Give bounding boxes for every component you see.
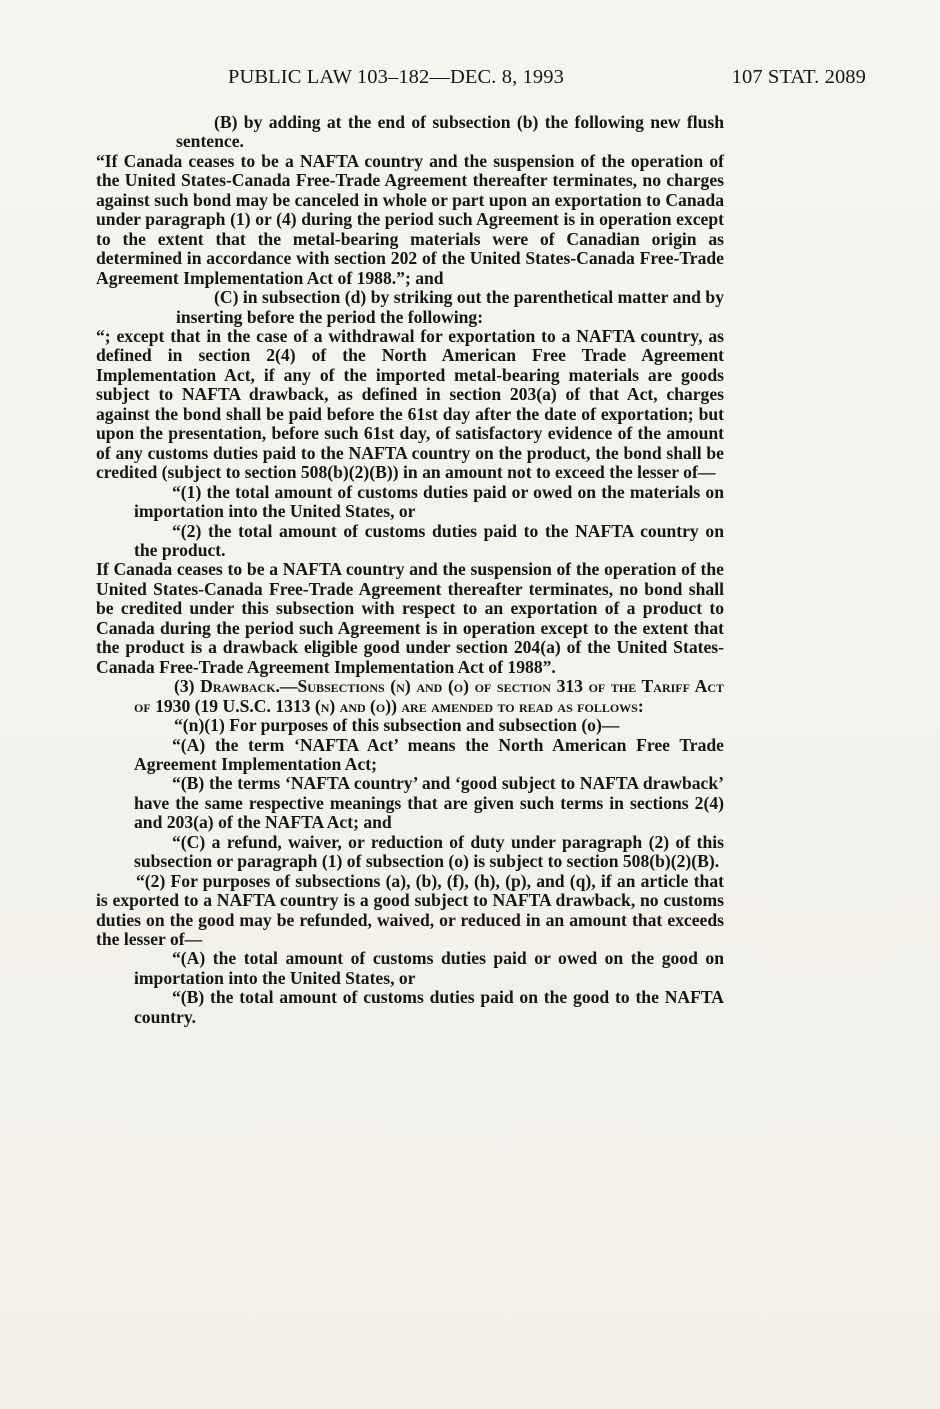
- paragraph-good-nafta-duties: “(B) the total amount of customs duties paid on the good to the NAFTA country.: [134, 987, 724, 1027]
- drawback-heading: (3) Drawback.—Subsections (n) and (o) of section 313 of the Tariff Act of 1930 (19 U.S.C. 1313 (n) and (o)) are amended to read as follows:: [134, 676, 724, 716]
- page-header: [228, 66, 866, 92]
- paragraph-drawback-amendment: [96, 677, 724, 716]
- statute-body: [96, 113, 724, 1027]
- paragraph-materials-duties: “(1) the total amount of customs duties paid or owed on the materials on importation into the United States, or: [134, 481, 724, 522]
- paragraph-canada-bond-charges: “If Canada ceases to be a NAFTA country and the suspension of the operation of the United States-Canada Free-Trade Agreement thereafter terminates, no charges against such bond may be canceled in whole or part upon an exportation to Canada under paragraph (1) or (4) during the period such Agreement is in operation except to the extent that the metal-bearing materials were of Canadian origin as determined in accordance with section 202 of the United States-Canada Free-Trade Agreement Implementation Act of 1988.”; and: [96, 150, 724, 288]
- paragraph-n1-definitions: “(n)(1) For purposes of this subsection and subsection (o)—: [174, 715, 620, 736]
- paragraph-nafta-country-definition: “(B) the terms ‘NAFTA country’ and ‘good subject to NAFTA drawback’ have the same respective meanings that are given such terms in sections 2(4) and 203(a) of the NAFTA Act; and: [134, 773, 724, 833]
- paragraph-canada-bond-credit: If Canada ceases to be a NAFTA country and the suspension of the operation of the United States-Canada Free-Trade Agreement thereafter terminates, no bond shall be credited under this subsection with respect to an exportation of a product to Canada during the period such Agreement is in operation except to the extent that the product is a drawback eligible good under section 204(a) of the United States-Canada Free-Trade Agreement Implementation Act of 1988”.: [96, 559, 724, 677]
- paragraph-good-import-duties: “(A) the total amount of customs duties paid or owed on the good on importation into the United States, or: [134, 948, 724, 988]
- paragraph-refund-waiver: “(C) a refund, waiver, or reduction of duty under paragraph (2) of this subsection or paragraph (1) of subsection (o) is subject to section 508(b)(2)(B).: [134, 831, 724, 872]
- paragraph-nafta-act-definition: “(A) the term ‘NAFTA Act’ means the North American Free Trade Agreement Implementation Act;: [134, 734, 724, 774]
- paragraph-c-subsection-d: (C) in subsection (d) by striking out the parenthetical matter and by inserting before the period the following:: [176, 287, 724, 327]
- paragraph-b-flush-sentence: (B) by adding at the end of subsection (b) the following new flush sentence.: [176, 112, 724, 152]
- paragraph-withdrawal-exception: “; except that in the case of a withdrawal for exportation to a NAFTA country, as defined in section 2(4) of the North American Free Trade Agreement Implementation Act, if any of the imported metal-bearing materials are goods subject to NAFTA drawback, as defined in section 203(a) of that Act, charges against the bond shall be paid before the 61st day after the date of exportation; but upon the presentation, before such 61st day, of satisfactory evidence of the amount of any customs duties paid to the NAFTA country on the product, the bond shall be credited (subject to section 508(b)(2)(B)) in an amount not to exceed the lesser of—: [96, 325, 724, 483]
- paragraph-n2-drawback-limit: “(2) For purposes of subsections (a), (b), (f), (h), (p), and (q), if an article that is exported to a NAFTA country is a good subject to NAFTA drawback, no customs duties on the good may be refunded, waived, or reduced in an amount that exceeds the lesser of—: [96, 870, 724, 950]
- paragraph-product-duties: “(2) the total amount of customs duties paid to the NAFTA country on the product.: [134, 520, 724, 560]
- statute-page-number: 107 STAT. 2089: [731, 66, 866, 88]
- public-law-citation: PUBLIC LAW 103–182—DEC. 8, 1993: [228, 66, 564, 88]
